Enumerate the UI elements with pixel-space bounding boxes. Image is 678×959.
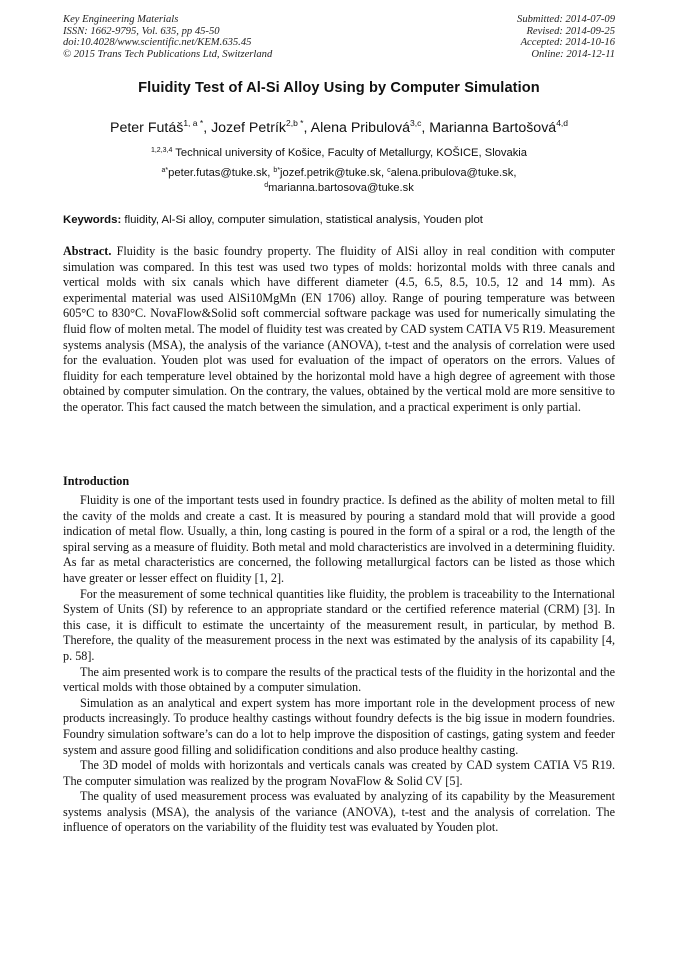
copyright: © 2015 Trans Tech Publications Ltd, Switzerland bbox=[63, 48, 273, 60]
paragraph: For the measurement of some technical quantities like fluidity, the problem is traceability to the International System of Units (SI) by reference to an appropriate standard or the certified reference material (CRM) [3]. In this case, it is difficult to estimate the uncertainty of the measurement result, in particular, by method B. Therefore, the quality of the measurement process in the next was estimated by the analysis of its capability [4, p. 58]. bbox=[63, 586, 615, 663]
keywords-label: Keywords: bbox=[63, 214, 122, 226]
email-mark: c bbox=[387, 167, 391, 174]
email-link[interactable]: alena.pribulova@tuke.sk, bbox=[390, 167, 517, 179]
email-link[interactable]: marianna.bartosova@tuke.sk bbox=[268, 182, 414, 194]
paragraph: The quality of used measurement process was evaluated by analyzing of its capability by the Measurement systems analysis (MSA), the analysis of the variance (ANOVA), t-test and the analysis of correlation. The influence of operators on the variability of the fluidity test was evaluated by Youden plot. bbox=[63, 789, 615, 835]
submitted-date: Submitted: 2014-07-09 bbox=[517, 14, 615, 25]
author-list: Peter Futáš$^{1, a *}$, Jozef Petrík$^{2,b *}$, Alena Pribulová$^{3,c}$, Marianna Bartošová$^{4,d}$ bbox=[109, 118, 569, 136]
affiliation-text: Technical university of Košice, Faculty of Metallurgy, KOŠICE, Slovakia bbox=[175, 147, 528, 159]
journal-name: Key Engineering Materials bbox=[63, 14, 179, 25]
keywords-text: fluidity, Al-Si alloy, computer simulation, statistical analysis, Youden plot bbox=[121, 214, 483, 226]
email-mark: d bbox=[264, 182, 269, 189]
journal-header-right bbox=[517, 14, 615, 60]
keywords bbox=[63, 214, 615, 226]
affiliation bbox=[20, 147, 658, 159]
author-name: Marianna Bartošová bbox=[429, 120, 557, 136]
author-affiliation-mark: 1, a * bbox=[183, 118, 204, 128]
accepted-date: Accepted: 2014-10-16 bbox=[520, 37, 615, 49]
abstract-text: Fluidity is the basic foundry property. The fluidity of AlSi alloy in real condition with computer simulation was compared. In this test was used two types of molds: horizontal molds with three canals and vertical molds with six canals which have different diameter (4.5, 6.5, 8.5, 10.5, 12 and 14 mm). As experimental material was used AlSi10MgMn (EN 1706) alloy. Range of pouring temperature was between 605°C to 830°C. NovaFlow&Solid soft commercial software package was used for numerically simulating the fluid flow of molten metal. The model of fluidity test was created by CAD system CATIA V5 R19. Measurement systems analysis (MSA), the analysis of the variance (ANOVA), t-test and the analysis of correlation were used for the evaluation. Youden plot was used for evaluation of the impact of operators on the errors. Values of fluidity for each temperature level obtained by the horizontal mold have a high degree of agreement with those obtained by computer simulation. On the contrary, the values, obtained by the vertical mold are more sensitive to the operator. This fact caused the match between the simulation, and a practical experiment is only partial. bbox=[63, 244, 615, 414]
author-affiliation-mark: 2,b * bbox=[286, 118, 304, 128]
journal-header-left bbox=[63, 14, 272, 60]
section-heading-introduction: Introduction bbox=[63, 474, 130, 488]
affiliation-mark: 1,2,3,4 bbox=[150, 147, 173, 154]
paragraph: The 3D model of molds with horizontals and verticals canals was created by CAD system CATIA V5 R19. The computer simulation was realized by the program NovaFlow & Solid CV [5]. bbox=[63, 758, 615, 788]
email-mark: b* bbox=[273, 167, 281, 174]
paragraph: Simulation as an analytical and expert system has more important role in the development process of new products increasingly. To produce healthy castings without foundry defects is the big issue in modern foundries. Foundry simulation software’s can do a lot to help improve the disposition of castings, gating system and feeder system and assure good filling and solidification conditions and also produce healthy casting. bbox=[63, 695, 615, 757]
paper-title: Fluidity Test of Al-Si Alloy Using by Computer Simulation bbox=[138, 80, 540, 96]
introduction-body bbox=[63, 493, 615, 836]
paragraph: Fluidity is one of the important tests used in foundry practice. Is defined as the ability of molten metal to fill the cavity of the molds and create a cast. It is measured by pouring a standard mold that will provide a good indication of metal flow. Usually, a thin, long casting is poured in the form of a spiral or a rod, the length of the spiral serving as a measure of fluidity. Both metal and mold characteristics are involved in a determining fluidity. As far as metal characteristics are concerned, the following metallurgical factors can be listed as those which have greater or lesser effect on fluidity [1, 2]. bbox=[63, 493, 615, 585]
email-link[interactable]: peter.futas@tuke.sk, bbox=[168, 167, 274, 179]
revised-date: Revised: 2014-09-25 bbox=[526, 25, 615, 37]
author-affiliation-mark: 3,c bbox=[409, 118, 422, 128]
issn: ISSN: 1662-9795, Vol. 635, pp 45-50 bbox=[63, 25, 220, 37]
author-name: Peter Futáš bbox=[109, 120, 184, 136]
abstract-label: Abstract. bbox=[63, 244, 112, 258]
doi: doi:10.4028/www.scientific.net/KEM.635.45 bbox=[63, 37, 252, 49]
author-name: Alena Pribulová bbox=[310, 120, 410, 136]
author-affiliation-mark: 4,d bbox=[556, 118, 569, 128]
email-mark: a* bbox=[161, 167, 169, 174]
email-link[interactable]: jozef.petrik@tuke.sk, bbox=[280, 167, 388, 179]
author-emails bbox=[20, 166, 658, 196]
paragraph: The aim presented work is to compare the results of the practical tests of the fluidity in the horizontal and the vertical molds with those obtained by a computer simulation. bbox=[63, 664, 615, 695]
author-name: Jozef Petrík bbox=[211, 120, 286, 136]
online-date: Online: 2014-12-11 bbox=[531, 48, 615, 60]
abstract bbox=[63, 244, 615, 416]
